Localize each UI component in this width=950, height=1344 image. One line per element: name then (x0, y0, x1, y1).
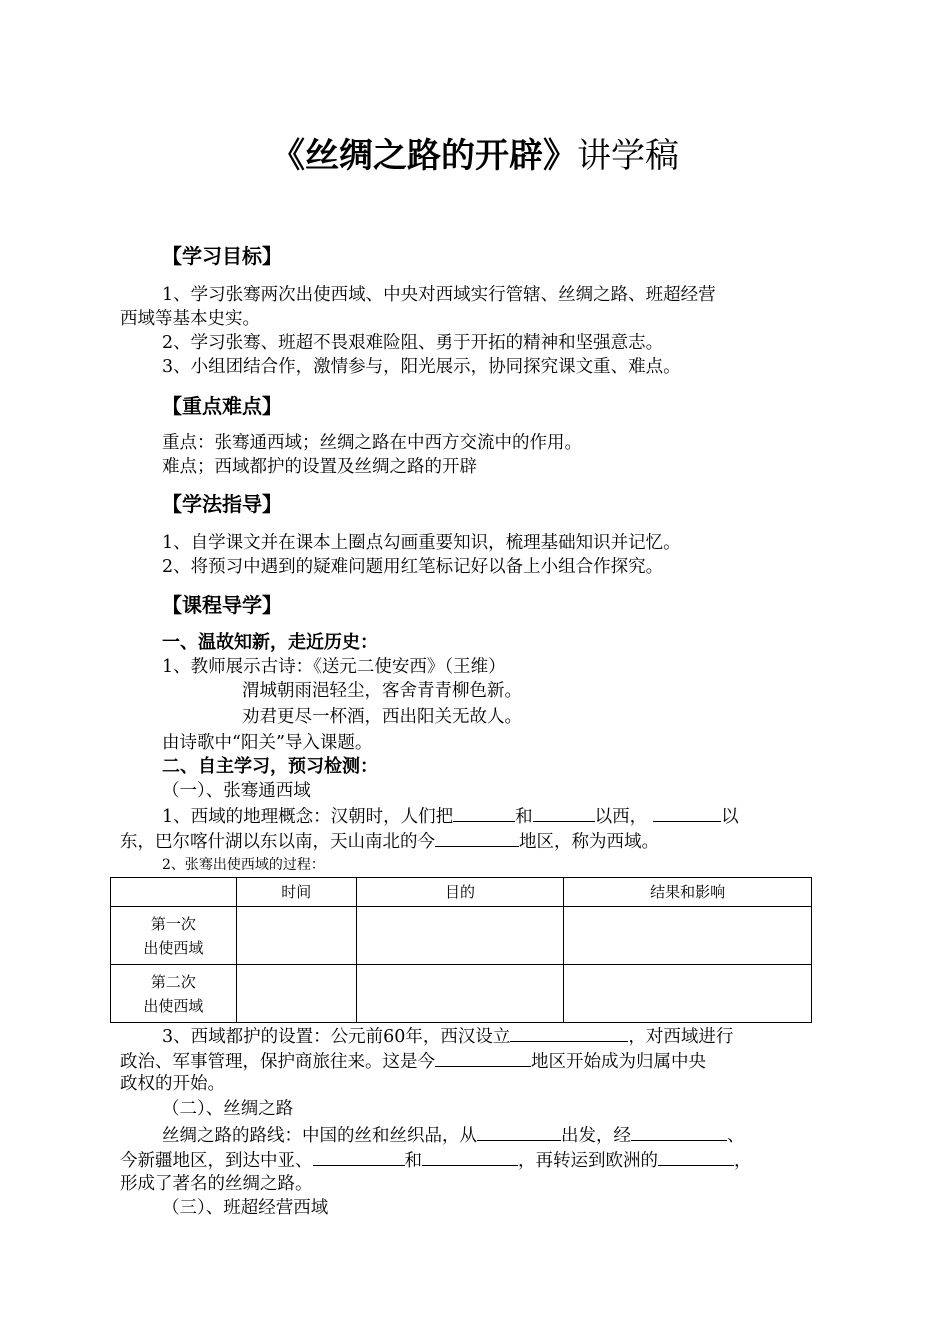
row-label-first (111, 907, 237, 965)
table-cell-time[interactable] (236, 907, 356, 965)
section-1-title: （一）、张骞通西域 (162, 781, 311, 801)
poem-line-2: 劝君更尽一杯酒，西出阳关无故人。 (242, 707, 522, 727)
route-blank-3[interactable] (313, 1147, 405, 1166)
route-text-e: 和 (404, 1151, 422, 1171)
row-label-line: 出使西域 (143, 996, 204, 1015)
method-item-2: 2、将预习中遇到的疑难问题用红笔标记好以备上小组合作探究。 (162, 557, 664, 577)
table-cell-result[interactable] (564, 907, 812, 965)
section-2-title: （二）、丝绸之路 (162, 1099, 294, 1119)
mission-table (110, 877, 812, 1023)
q3-text-a: 3、西域都护的设置：公元前60年，西汉设立 (162, 1027, 511, 1047)
key-point: 重点：张骞通西域；丝绸之路在中西方交流中的作用。 (162, 433, 582, 453)
row-label-second (111, 965, 237, 1023)
q1-blank-4[interactable] (435, 828, 519, 847)
page-title (0, 132, 950, 180)
route-blank-5[interactable] (658, 1147, 734, 1166)
route-text-d: 今新疆地区，到达中亚、 (120, 1151, 313, 1171)
q1-blank-1[interactable] (453, 803, 515, 822)
q1-blank-3[interactable] (653, 803, 721, 822)
route-blank-1[interactable] (477, 1122, 561, 1141)
table-cell-purpose[interactable] (356, 965, 564, 1023)
goals-heading: 【学习目标】 (162, 244, 282, 268)
part-2-title: 二、自主学习，预习检测： (162, 756, 378, 777)
route-line-3: 形成了著名的丝绸之路。 (120, 1174, 313, 1194)
goal-item-1-line-1: 1、学习张骞两次出使西域、中央对西域实行管辖、丝绸之路、班超经营 (162, 285, 716, 305)
table-header-empty (111, 878, 237, 907)
row-label-line: 第一次 (150, 914, 196, 933)
title-normal: 讲学稿 (577, 136, 679, 176)
q3-text-c: 政治、军事管理，保护商旅往来。这是今 (120, 1052, 435, 1072)
section-3-title: （三）、班超经营西域 (162, 1198, 329, 1218)
q1-line-1 (162, 803, 739, 829)
table-header-row (111, 878, 812, 907)
table-cell-time[interactable] (236, 965, 356, 1023)
q3-text-b: ，对西域进行 (628, 1027, 734, 1047)
route-text-f: ，再转运到欧洲的 (518, 1151, 658, 1171)
goal-item-2: 2、学习张骞、班超不畏艰难险阻、勇于开拓的精神和坚强意志。 (162, 333, 664, 353)
q1-text-e: 东，巴尔喀什湖以东以南，天山南北的今 (120, 832, 435, 852)
q3-text-d: 地区开始成为归属中央 (531, 1052, 706, 1072)
route-text-g: ， (734, 1151, 752, 1171)
route-text-c: 、 (727, 1126, 745, 1146)
q1-text-c: 以西， (594, 807, 648, 827)
q3-line-1 (162, 1023, 733, 1049)
q3-blank-1[interactable] (510, 1023, 628, 1042)
q2-label: 2、张骞出使西域的过程： (162, 857, 325, 873)
q3-blank-2[interactable] (435, 1048, 531, 1067)
row-label-line: 第二次 (150, 972, 196, 991)
q3-line-3: 政权的开始。 (120, 1074, 225, 1094)
table-cell-result[interactable] (564, 965, 812, 1023)
route-line-2 (120, 1147, 752, 1173)
route-text-a: 丝绸之路的路线：中国的丝和丝织品，从 (162, 1126, 477, 1146)
method-item-1: 1、自学课文并在课本上圈点勾画重要知识，梳理基础知识并记忆。 (162, 533, 681, 553)
route-blank-4[interactable] (422, 1147, 518, 1166)
q1-text-d: 以 (721, 807, 739, 827)
q1-text-a: 1、西域的地理概念：汉朝时，人们把 (162, 807, 454, 827)
row-label-line: 出使西域 (143, 938, 204, 957)
q1-line-2 (120, 828, 659, 854)
route-text-b: 出发，经 (561, 1126, 631, 1146)
goal-item-1-line-2: 西域等基本史实。 (120, 309, 260, 329)
difficult-point: 难点；西域都护的设置及丝绸之路的开辟 (162, 457, 477, 477)
table-header-purpose: 目的 (356, 878, 564, 907)
title-bold: 《丝绸之路的开辟》 (271, 136, 577, 176)
q1-blank-2[interactable] (533, 803, 595, 822)
table-row (111, 965, 812, 1023)
q1-text-b: 和 (515, 807, 533, 827)
table-cell-purpose[interactable] (356, 907, 564, 965)
route-blank-2[interactable] (631, 1122, 727, 1141)
key-points-heading: 【重点难点】 (162, 394, 282, 418)
poem-intro: 由诗歌中“阳关”导入课题。 (162, 733, 373, 753)
part-1-title: 一、温故知新，走近历史： (162, 632, 378, 653)
method-heading: 【学法指导】 (162, 492, 282, 516)
table-header-time: 时间 (236, 878, 356, 907)
q1-text-f: 地区，称为西域。 (519, 832, 659, 852)
course-heading: 【课程导学】 (162, 593, 282, 617)
part-1-item-1: 1、教师展示古诗：《送元二使安西》（王维） (162, 657, 506, 677)
poem-line-1: 渭城朝雨浥轻尘，客舍青青柳色新。 (242, 681, 522, 701)
q3-line-2 (120, 1048, 706, 1074)
table-row (111, 907, 812, 965)
goal-item-3: 3、小组团结合作，激情参与，阳光展示，协同探究课文重、难点。 (162, 357, 681, 377)
route-line-1 (162, 1122, 745, 1148)
table-header-result: 结果和影响 (564, 878, 812, 907)
